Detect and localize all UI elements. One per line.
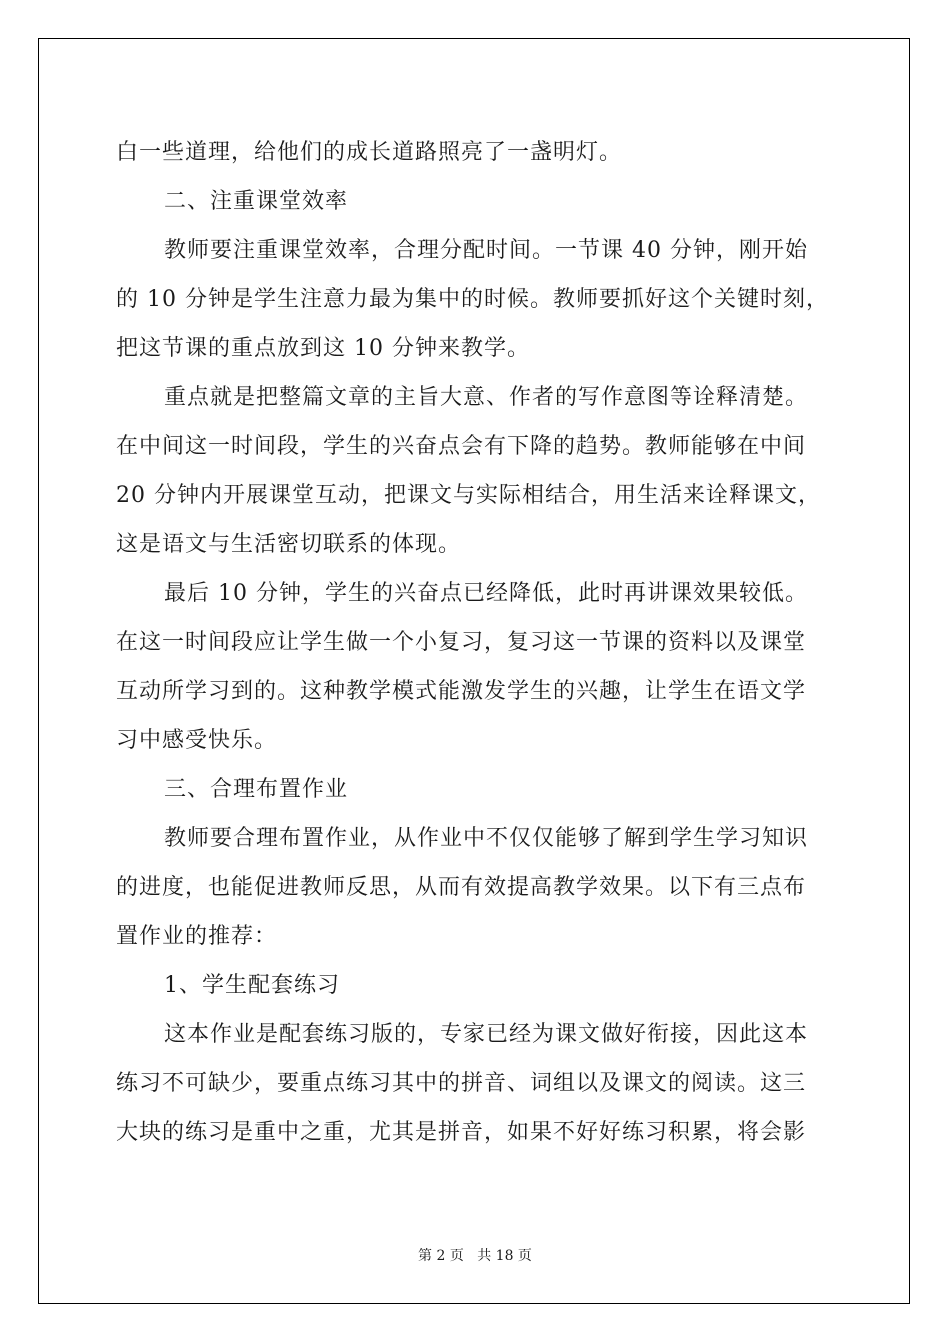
text-line: 1、学生配套练习 [164, 973, 340, 998]
text-line: 的进度，也能促进教师反思，从而有效提高教学效果。以下有三点布 [116, 875, 807, 900]
text-line: 互动所学习到的。这种教学模式能激发学生的兴趣，让学生在语文学 [116, 679, 807, 704]
text-line: 教师要合理布置作业，从作业中不仅仅能够了解到学生学习知识 [164, 826, 809, 851]
text-line: 的 10 分钟是学生注意力最为集中的时候。教师要抓好这个关键时刻， [116, 287, 829, 312]
text-line: 最后 10 分钟，学生的兴奋点已经降低，此时再讲课效果较低。 [164, 581, 808, 606]
text-line: 重点就是把整篇文章的主旨大意、作者的写作意图等诠释清楚。 [164, 385, 809, 410]
text-line: 这本作业是配套练习版的，专家已经为课文做好衔接，因此这本 [164, 1022, 809, 1047]
text-line: 三、合理布置作业 [164, 777, 349, 802]
text-line: 教师要注重课堂效率，合理分配时间。一节课 40 分钟，刚开始 [164, 238, 808, 263]
text-line: 置作业的推荐： [116, 924, 278, 949]
page-number: 第 2 页 [418, 1248, 464, 1264]
text-line: 白一些道理，给他们的成长道路照亮了一盏明灯。 [116, 140, 623, 165]
text-line: 大块的练习是重中之重，尤其是拼音，如果不好好练习积累，将会影 [116, 1120, 807, 1145]
page-footer [0, 1246, 950, 1266]
text-line: 在这一时间段应让学生做一个小复习，复习这一节课的资料以及课堂 [116, 630, 807, 655]
text-line: 20 分钟内开展课堂互动，把课文与实际相结合，用生活来诠释课文， [116, 483, 821, 508]
text-line: 练习不可缺少，要重点练习其中的拼音、词组以及课文的阅读。这三 [116, 1071, 807, 1096]
text-line: 二、注重课堂效率 [164, 189, 349, 214]
text-line: 把这节课的重点放到这 10 分钟来教学。 [116, 336, 530, 361]
text-line: 习中感受快乐。 [116, 728, 278, 753]
document-body [116, 128, 836, 1157]
page-total: 共 18 页 [477, 1248, 532, 1264]
text-line: 这是语文与生活密切联系的体现。 [116, 532, 462, 557]
text-line: 在中间这一时间段，学生的兴奋点会有下降的趋势。教师能够在中间 [116, 434, 807, 459]
